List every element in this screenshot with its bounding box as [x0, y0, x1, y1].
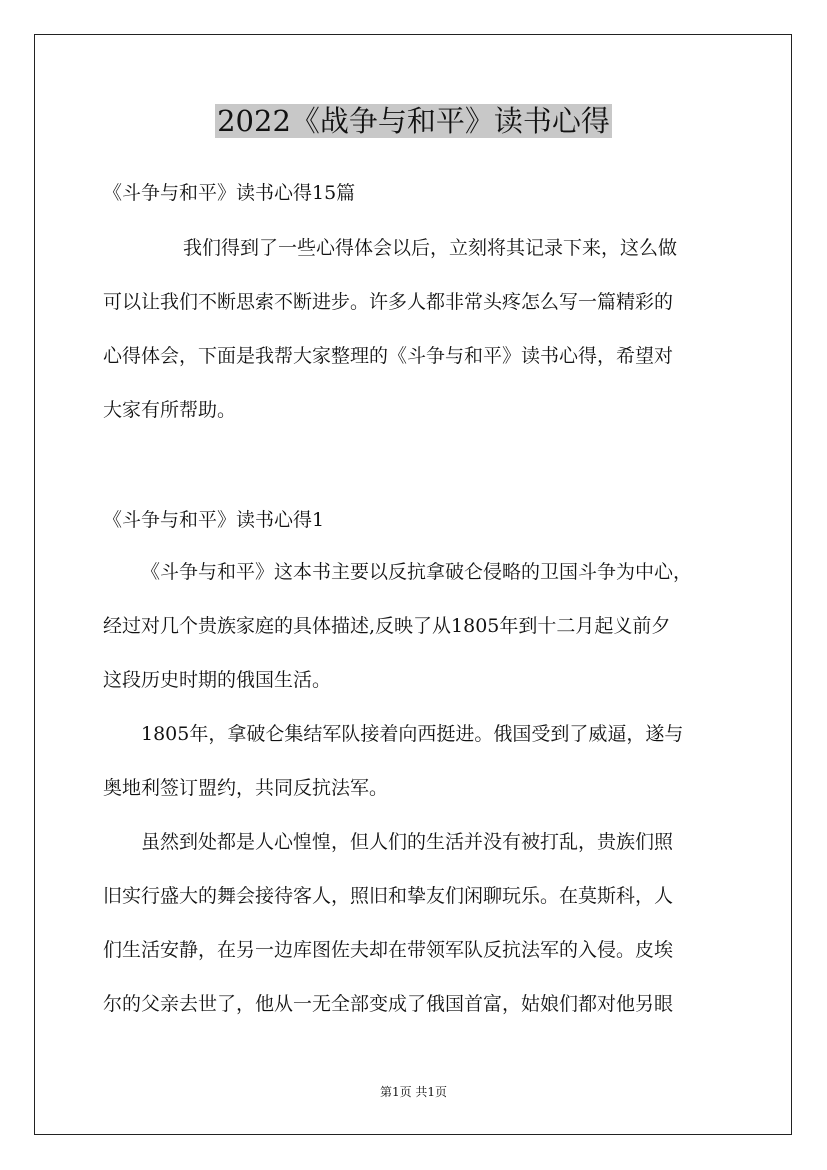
body-line-7: 旧实行盛大的舞会接待客人，照旧和挚友们闲聊玩乐。在莫斯科，人: [103, 885, 674, 907]
page-footer: 第1页 共1页: [379, 1085, 448, 1099]
body-line-4: 1805年，拿破仑集结军队接着向西挺进。俄国受到了威逼，遂与: [141, 723, 684, 745]
intro-line-4: 大家有所帮助。: [103, 399, 237, 421]
body-line-3: 这段历史时期的俄国生活。: [103, 669, 332, 691]
body-line-2: 经过对几个贵族家庭的具体描述,反映了从1805年到十二月起义前夕: [103, 615, 671, 637]
body-line-9: 尔的父亲去世了，他从一无全部变成了俄国首富，姑娘们都对他另眼: [103, 993, 674, 1015]
intro-line-3: 心得体会，下面是我帮大家整理的《斗争与和平》读书心得，希望对: [103, 345, 674, 367]
section-heading: 《斗争与和平》读书心得1: [103, 509, 325, 531]
document-title: 2022《战争与和平》读书心得: [217, 104, 610, 138]
body-line-6: 虽然到处都是人心惶惶，但人们的生活并没有被打乱，贵族们照: [141, 831, 674, 853]
document-subtitle: 《斗争与和平》读书心得15篇: [103, 182, 356, 204]
body-line-5: 奥地利签订盟约，共同反抗法军。: [103, 777, 389, 799]
intro-line-2: 可以让我们不断思索不断进步。许多人都非常头疼怎么写一篇精彩的: [103, 291, 674, 313]
body-line-1: 《斗争与和平》这本书主要以反抗拿破仑侵略的卫国斗争为中心，: [141, 561, 693, 583]
intro-line-1: 我们得到了一些心得体会以后，立刻将其记录下来，这么做: [183, 237, 678, 259]
body-line-8: 们生活安静，在另一边库图佐夫却在带领军队反抗法军的入侵。皮埃: [103, 939, 674, 961]
